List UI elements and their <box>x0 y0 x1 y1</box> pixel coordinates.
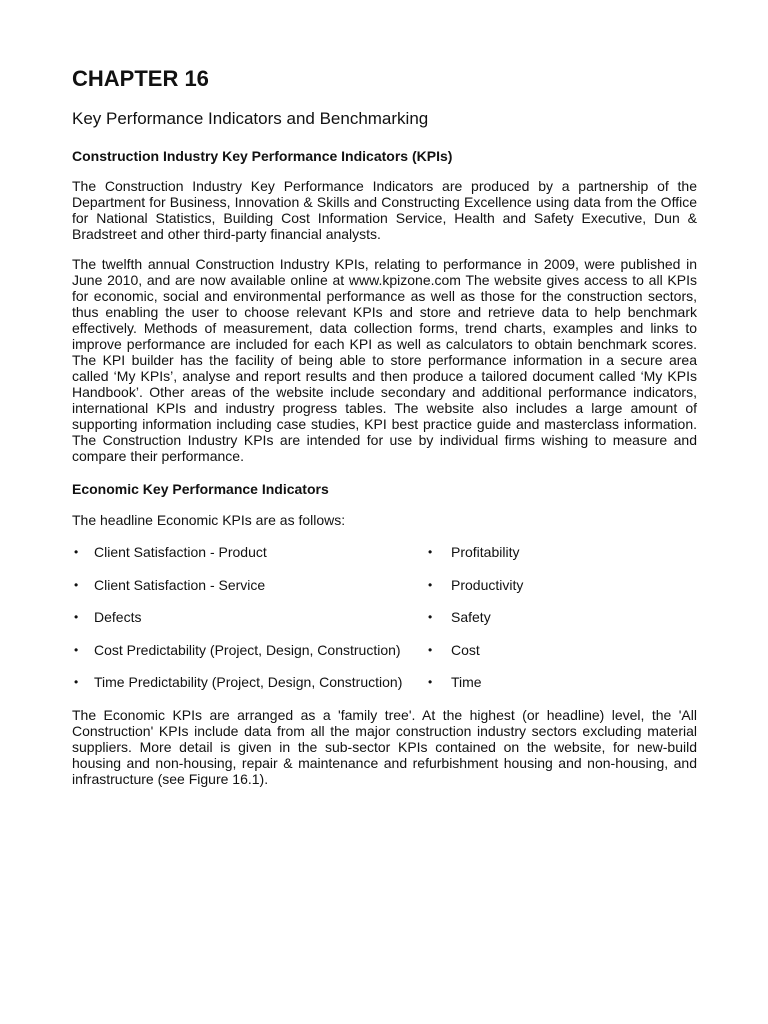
paragraph-line: improve performance are included for each KPI as well as calculators to obtain benchmark scores. <box>72 336 697 352</box>
paragraph-line: for economic, social and environmental performance as well as those for the construction sectors, <box>72 288 697 304</box>
paragraph-line: The KPI builder has the facility of being able to store performance information in a secure area <box>72 352 697 368</box>
paragraph-line: The Construction Industry KPIs are intended for use by individual firms wishing to measure and <box>72 432 697 448</box>
paragraph-line: Department for Business, Innovation & Skills and Constructing Excellence using data from the Office <box>72 194 697 210</box>
paragraph-line: Handbook’. Other areas of the website include secondary and additional performance indicators, <box>72 384 697 400</box>
bullet-icon: • <box>74 578 79 592</box>
paragraph-line: international KPIs and industry progress tables. The website also includes a large amount of <box>72 400 697 416</box>
paragraph-line: effectively. Methods of measurement, data collection forms, trend charts, examples and links to <box>72 320 697 336</box>
bullet-icon: • <box>428 675 433 689</box>
bullet-icon: • <box>74 610 79 624</box>
kpi-list-item: Safety <box>451 609 491 625</box>
paragraph-line: housing and non-housing, repair & maintenance and refurbishment housing and non-housing, and <box>72 755 697 771</box>
bullet-icon: • <box>74 675 79 689</box>
bullet-icon: • <box>74 545 79 559</box>
kpi-list-item: Productivity <box>451 577 524 593</box>
paragraph-line: infrastructure (see Figure 16.1). <box>72 771 269 787</box>
kpi-list-item: Profitability <box>451 544 520 560</box>
kpi-list-item: Cost Predictability (Project, Design, Construction) <box>94 642 401 658</box>
paragraph-line: supporting information including case studies, KPI best practice guide and masterclass information. <box>72 416 697 432</box>
kpi-list-item: Time Predictability (Project, Design, Construction) <box>94 674 403 690</box>
kpi-list-item: Client Satisfaction - Product <box>94 544 267 560</box>
paragraph-line: The twelfth annual Construction Industry KPIs, relating to performance in 2009, were published in <box>72 256 697 272</box>
paragraph-1 <box>72 178 697 242</box>
paragraph-line: for National Statistics, Building Cost Information Service, Health and Safety Executive, Dun & <box>72 210 697 226</box>
bullet-icon: • <box>428 643 433 657</box>
paragraph-2 <box>72 256 697 464</box>
kpi-list-item: Time <box>451 674 482 690</box>
chapter-subtitle: Key Performance Indicators and Benchmarking <box>72 109 429 128</box>
section-heading-economic: Economic Key Performance Indicators <box>72 481 329 497</box>
bullet-icon: • <box>428 545 433 559</box>
kpi-list-item: Cost <box>451 642 480 658</box>
paragraph-line: thus enabling the user to choose relevant KPIs and store and retrieve data to help benchmark <box>72 304 697 320</box>
chapter-title: CHAPTER 16 <box>72 66 209 91</box>
bullet-icon: • <box>428 610 433 624</box>
paragraph-line: Bradstreet and other third-party financial analysts. <box>72 226 381 242</box>
kpi-list-item: Defects <box>94 609 142 625</box>
bullet-icon: • <box>428 578 433 592</box>
paragraph-3 <box>72 707 697 787</box>
bullet-icon: • <box>74 643 79 657</box>
intro-text: The headline Economic KPIs are as follows: <box>72 512 346 528</box>
paragraph-line: Construction' KPIs include data from all the major construction industry sectors excluding material <box>72 723 697 739</box>
paragraph-line: compare their performance. <box>72 448 244 464</box>
paragraph-line: June 2010, and are now available online at www.kpizone.com The website gives access to all KPIs <box>72 272 697 288</box>
paragraph-line: The Economic KPIs are arranged as a 'family tree'. At the highest (or headline) level, the 'All <box>72 707 697 723</box>
kpi-list-item: Client Satisfaction - Service <box>94 577 266 593</box>
paragraph-line: The Construction Industry Key Performance Indicators are produced by a partnership of the <box>72 178 697 194</box>
paragraph-line: suppliers. More detail is given in the sub-sector KPIs contained on the website, for new-build <box>72 739 697 755</box>
section-heading-kpis: Construction Industry Key Performance Indicators (KPIs) <box>72 148 453 164</box>
paragraph-line: called ‘My KPIs’, analyse and report results and then produce a tailored document called ‘My KPIs <box>72 368 697 384</box>
